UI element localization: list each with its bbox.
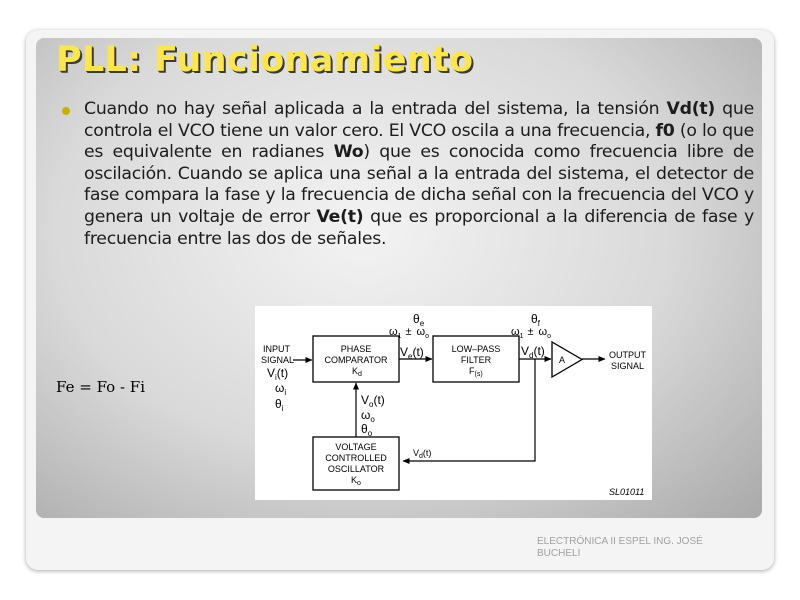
vco-label-2: CONTROLLED xyxy=(325,453,387,463)
vco-label-1: VOLTAGE xyxy=(335,442,377,452)
input-wi-label: $\omega_i$ xyxy=(275,381,287,397)
vd-feedback-label: $V_d(t)$ xyxy=(413,448,432,460)
pc-label-2: COMPARATOR xyxy=(324,355,388,365)
omega-sum-label-2: $\omega_1 \pm \omega_o$ xyxy=(511,326,552,340)
input-label-1: INPUT xyxy=(263,344,290,354)
lpf-label-1: LOW–PASS xyxy=(451,344,501,354)
bullet-icon xyxy=(62,107,70,115)
vco-label-3: OSCILLATOR xyxy=(327,464,385,474)
input-thi-label: $\theta_i$ xyxy=(275,397,284,413)
text-run: que controla el VCO tiene un valor cero. El VCO oscila a una frecuencia, xyxy=(84,99,754,141)
text-run: Cuando no hay señal aplicada a la entrada del sistema, la tensión xyxy=(84,99,667,119)
bold-term: Vd(t) xyxy=(666,99,716,119)
theta-f-label: $\theta_f$ xyxy=(531,312,540,328)
formula-text: Fe = Fo - Fi xyxy=(56,378,145,396)
bold-term: Wo xyxy=(333,142,364,163)
text-run: que es proporcional a la diferencia de fase y frecuencia entre las dos de señales. xyxy=(84,206,754,249)
lpf-label-2: FILTER xyxy=(460,355,492,365)
pll-block-diagram xyxy=(255,306,652,500)
figure-code: SL01011 xyxy=(609,487,645,497)
vco-gain-label: $K_o$ xyxy=(351,475,361,487)
pc-label-1: PHASE xyxy=(340,344,372,354)
vo-label: $V_o(t)$ xyxy=(361,393,385,409)
lpf-transfer-label: $F_{(s)}$ xyxy=(469,366,483,378)
theta-o-label: $\theta_o$ xyxy=(361,422,373,438)
text-run: ) que es conocida como frecuencia libre de oscilación. Cuando se aplica una señal a la entrada del sistema, el detector de fase compara la fase y la frecuencia de dicha señal con la frecuencia del VCO y genera un voltaje de error xyxy=(84,142,754,227)
pc-gain-label: $K_d$ xyxy=(352,366,362,378)
vd-label: $V_d(t)$ xyxy=(521,344,545,360)
output-label-2: SIGNAL xyxy=(611,361,645,371)
output-label-1: OUTPUT xyxy=(609,350,646,360)
ve-label: $V_e(t)$ xyxy=(400,345,424,361)
footer-text: ELECTRÓNICA II ESPEL ING. JOSÉ BUCHELI xyxy=(537,536,703,559)
bold-term: Ve(t) xyxy=(316,206,364,227)
bold-term: f0 xyxy=(655,120,675,141)
text-run: (o lo que es equivalente en radianes xyxy=(84,120,754,163)
omega-o-label: $\omega_o$ xyxy=(361,408,375,424)
amplifier-icon xyxy=(552,342,582,377)
bullet-text xyxy=(84,99,754,250)
input-vi-label: $V_i(t)$ xyxy=(267,366,289,382)
amplifier-label: A xyxy=(559,355,566,365)
input-label-2: SIGNAL xyxy=(261,355,295,365)
theta-e-label: $\theta_e$ xyxy=(413,312,425,328)
omega-sum-label: $\omega_1 \pm \omega_o$ xyxy=(389,326,430,340)
slide-title: PLL: Funcionamiento xyxy=(56,40,474,80)
